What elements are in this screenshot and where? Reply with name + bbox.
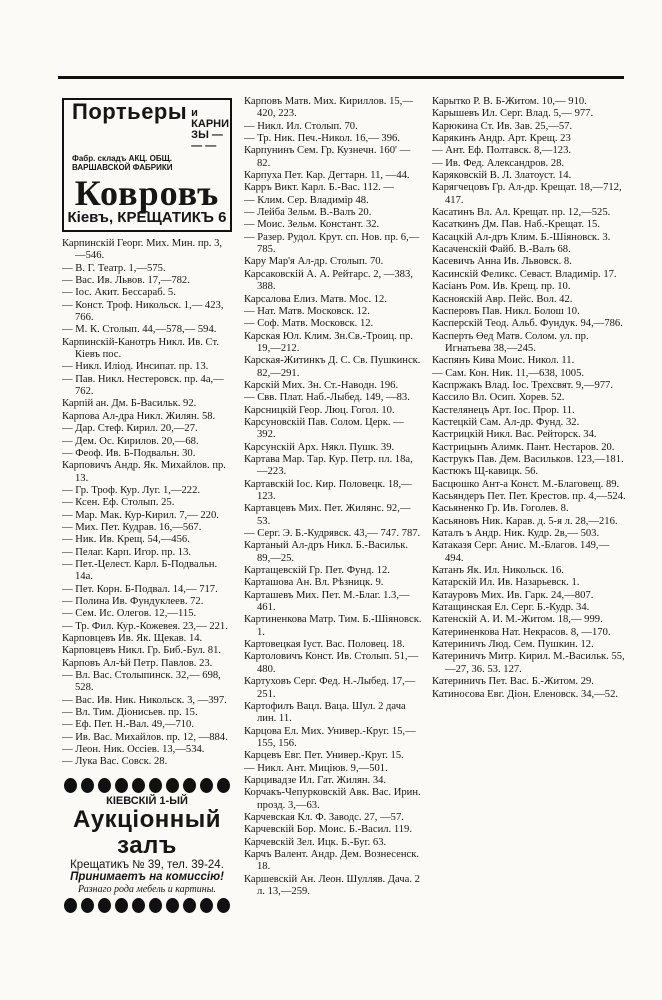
directory-entry: Басцюшко Ант-а Конст. М.-Благовещ. 89. (432, 478, 620, 490)
directory-entry: Карпова Ал-дра Никл. Жилян. 58. (62, 410, 216, 422)
directory-entry: Карташевъ Мих. Пет. М.-Благ. 1.3,—461. (244, 589, 410, 614)
directory-entry: — Пет.-Целест. Карл. Б-Подвальн. 14а. (62, 558, 218, 583)
directory-entry: Карюкина Ст. Ив. Зав. 25,—57. (432, 120, 573, 132)
dot-border-bottom (62, 896, 232, 914)
directory-entry: — Никл. Иліод. Инсипат. пр. 13. (62, 361, 209, 373)
directory-entry: Карсалова Елиз. Матв. Мос. 12. (244, 293, 387, 305)
directory-entry: Корчакъ-Чепурковскій Авк. Вас. Ирин. прозд. 3,—63. (244, 787, 421, 811)
directory-entry: Катарскій Ил. Ив. Назарьевск. 1. (432, 577, 580, 589)
directory-entry: — Тр. Ник. Печ.-Никол. 16,— 396. (244, 133, 400, 145)
directory-entry: Касаткинъ Дм. Пав. Наб.-Крещат. 15. (432, 219, 600, 231)
directory-entry: Каталъ ъ Андр. Ник. Кудр. 2в,— 503. (432, 528, 600, 540)
directory-entry: Карсунскій Арх. Някл. Пушк. 39. (244, 441, 395, 453)
directory-entry: Катенскій А. И. М.-Житом. 18,— 999. (432, 614, 603, 626)
directory-entry: — Ксен. Еф. Столып. 25. (62, 497, 175, 509)
directory-entry: Карчъ Валент. Андр. Дем. Вознесенск. 18. (244, 848, 420, 873)
directory-entry: Катащинская Ел. Серг. Б.-Кудр. 34. (432, 602, 590, 614)
directory-entry: Картаный Ал-дръ Никл. Б.-Васильк. 89,—25. (244, 540, 408, 564)
ad-auction-title: Аукціонный залъ (72, 806, 221, 860)
directory-entry: — Вл. Тим. Діонисьев. пр. 15. (62, 707, 198, 719)
directory-entry: Катауровъ Мих. Ив. Гарк. 24,—807. (432, 589, 594, 601)
directory-entry: — Леон. Ник. Оссіев. 13,—534. (62, 744, 205, 756)
directory-entry: — Нат. Матв. Московск. 12. (244, 305, 370, 317)
directory-entry: Картавскій Іос. Кир. Половецк. 18,—123. (244, 478, 412, 502)
directory-entry: Каряковскій В. Л. Златоуст. 14. (432, 170, 572, 182)
directory-entry: Касіанъ Ром. Ив. Крещ. пр. 10. (432, 281, 571, 293)
directory-entry: — Конст. Троф. Никольск. 1,— 423, 766. (62, 299, 224, 324)
directory-entry: Касьяненко Гр. Ив. Гоголев. 8. (432, 503, 569, 515)
directory-entry: — Тр. Фил. Кур.-Кожевея. 23,— 221. (62, 620, 228, 632)
directory-entry: — Ант. Еф. Полтавск. 8,—123. (432, 145, 572, 157)
directory-entry: — Клим. Сер. Владимір 48. (244, 194, 369, 206)
ad-carpets-fab-a: Фабр. складъ АКЦ. ОБЩ. (72, 154, 172, 163)
dot-border-top (62, 777, 232, 795)
ad-auction-goods: Разнаго рода мебель и картины. (78, 883, 216, 895)
directory-entry: Касевичъ Анна Ив. Львовск. 8. (432, 256, 572, 268)
directory-entry: Каршевскій Ан. Леон. Шулляв. Дача. 2 л. 13,—259. (244, 873, 420, 897)
directory-entry: Кастелянецъ Арт. Іос. Прор. 11. (432, 404, 575, 416)
directory-entry: — Пелаг. Карп. Игор. пр. 13. (62, 546, 192, 558)
ad-carpets-side-b: ЗЫ — — — (191, 129, 223, 152)
directory-entry: — Сем. Ис. Олегов. 12,—115. (62, 608, 197, 620)
directory-entry: Касинскій Феликс. Севаст. Владимір. 17. (432, 268, 617, 280)
directory-entry: — Пав. Никл. Нестеровск. пр. 4а,—762. (62, 373, 224, 398)
directory-entry: — Ив. Вас. Михайлов. пр. 12, —884. (62, 731, 228, 743)
directory-entry: — Никл. Ант. Миціюв. 9,—501. (244, 762, 388, 774)
directory-entry: Касьяндеръ Пет. Пет. Крестов. пр. 4,—524. (432, 491, 626, 502)
directory-entry: — Дар. Стеф. Кирил. 20,—27. (62, 423, 198, 435)
directory-entry: Картуховъ Серг. Фед. Н.-Лыбед. 17,—251. (244, 676, 416, 700)
directory-entry: Картоловичъ Конст. Ив. Столып. 51,—480. (244, 651, 419, 675)
directory-entry: Карская-Житинкъ Д. С. Св. Пушкинск. 82,—291. (244, 355, 421, 379)
directory-entry: — Ник. Ив. Крещ. 54,—456. (62, 534, 190, 546)
directory-entry: Катериненкова Нат. Некрасов. 8, —170. (432, 626, 611, 638)
directory-entry: Картащевскій Гр. Пет. Фунд. 12. (244, 565, 390, 577)
ad-carpets-line2: Ковровъ (74, 173, 220, 213)
directory-entry: — В. Г. Театр. 1,—575. (62, 262, 166, 274)
entries-col-2 (244, 96, 422, 898)
directory-entry: Карцевъ Евг. Пет. Универ.-Круг. 15. (244, 750, 404, 762)
directory-entry: — Лейба Зельм. В.-Валъ 20. (244, 207, 372, 219)
directory-entry: — Пет. Корн. Б-Подвал. 14,— 717. (62, 583, 218, 595)
ad-carpets (62, 98, 232, 232)
directory-entry: — Гр. Троф. Кур. Луг. 1,—222. (62, 484, 201, 496)
directory-entry: — Серг. Э. Б.-Кудрявск. 43,— 747. 787. (244, 528, 421, 540)
directory-entry: Картавцевъ Мих. Пет. Жилянс. 92,—53. (244, 503, 411, 527)
directory-entry: Касперскій Теод. Альб. Фундук. 94,—786. (432, 318, 623, 330)
directory-entry: Кастецкій Сам. Ал-др. Фунд. 32. (432, 416, 580, 428)
directory-entry: Карчевскій Бор. Моис. Б.-Васил. 119. (244, 824, 412, 836)
directory-entry: Карпій ан. Дм. Б-Васильк. 92. (62, 398, 197, 410)
directory-entry: Карякинъ Андр. Арт. Крещ. 23 (432, 133, 571, 145)
directory-entry: Катаказя Серг. Анис. М.-Благов. 149,—494. (432, 540, 610, 564)
directory-entry: Карцова Ел. Мих. Универ.-Круг. 15,—155, 156. (244, 725, 416, 749)
directory-entry: Кару Мар'я Ал-др. Столып. 70. (244, 256, 384, 268)
ad-carpets-side-a: и КАРНИ (191, 107, 230, 130)
ad-carpets-line1: Портьеры (72, 99, 188, 124)
directory-entry: Карскій Мих. Зн. Ст.-Наводн. 196. (244, 379, 399, 391)
directory-entry: — Феоф. Ив. Б-Подвальн. 30. (62, 447, 196, 459)
directory-entry: Карчевскій Зел. Ицк. Б.-Буг. 63. (244, 836, 387, 848)
directory-entry: Кастрицкій Никл. Вас. Рейторск. 34. (432, 429, 597, 441)
top-rule (58, 76, 624, 79)
directory-entry: — М. К. Столып. 44,—578,— 594. (62, 324, 217, 336)
directory-entry: Карчевская Кл. Ф. Заводс. 27, —57. (244, 811, 404, 823)
directory-entry: Карытко Р. В. Б-Житом. 10,— 910. (432, 96, 587, 107)
directory-entry: Карсаковскій А. А. Рейтарс. 2, —383, 388. (244, 268, 413, 293)
directory-entry: Касацкій Ал-дръ Клим. Б.-Шіяновск. 3. (432, 231, 611, 243)
directory-entry: Карташова Ан. Вл. Рѣзницк. 9. (244, 577, 384, 589)
directory-entry: — Еф. Пет. Н.-Вал. 49,—710. (62, 719, 195, 731)
directory-entry: — Соф. Матв. Московск. 12. (244, 318, 374, 330)
directory-entry: Карсуновскій Пав. Солом. Церк. —392. (244, 416, 404, 441)
directory-entry: Карпунинъ Сем. Гр. Кузнечн. 160' —82. (244, 145, 411, 169)
entries-col-3 (432, 96, 626, 701)
directory-entry: Карпинскій Георг. Мих. Мин. пр. 3,—546. (62, 238, 223, 262)
directory-entry: — Ив. Фед. Александров. 28. (432, 157, 565, 169)
ad-carpets-fab-b: ВАРШАВСКОЙ ФАБРИКИ (72, 163, 173, 172)
directory-entry: — Вас. Ив. Львов. 17,—782. (62, 275, 190, 287)
ad-auction-accept: Принимаетъ на комиссію! (70, 871, 224, 884)
directory-entry: Карповъ Ал-ѣй Петр. Павлов. 23. (62, 657, 213, 669)
directory-entry: Картофилъ Вацл. Ваца. Шул. 2 дача лин. 11. (244, 700, 406, 725)
directory-entry: — Сам. Кон. Ник. 11,—638, 1005. (432, 367, 585, 379)
directory-entry: Карпуха Пет. Кар. Дегтарн. 11, —44. (244, 170, 410, 182)
directory-entry: Карповичъ Андр. Як. Михайлов. пр. 13. (62, 460, 226, 484)
ad-auction-address: Крещатикъ № 39, тел. 39-24. (70, 859, 224, 872)
directory-entry: Касьяновъ Ник. Карав. д. 5-я л. 28,—216. (432, 515, 618, 527)
directory-entry: — Свв. Плат. Наб.-Лыбед. 149, —83. (244, 392, 410, 404)
directory-entry: Кассило Вл. Осип. Хорев. 52. (432, 392, 565, 404)
directory-entry: Кастюкъ Щ-кавицк. 56. (432, 466, 539, 478)
directory-entry: Касатинъ Вл. Ал. Крещат. пр. 12,—525. (432, 207, 611, 219)
directory-entry: Карпинскій-Канотръ Никл. Ив. Ст. Кіевъ пос. (62, 336, 219, 361)
directory-entry: Катериничъ Люд. Сем. Пушкин. 12. (432, 639, 594, 651)
directory-entry: — Вл. Вас. Столыпинск. 32,— 698, 528. (62, 670, 221, 694)
directory-entry: Карповцевъ Никл. Гр. Биб.-Бул. 81. (62, 645, 222, 657)
directory-entry: Картовецкая Іуст. Вас. Половец. 18. (244, 639, 405, 651)
directory-entry: — Мар. Мак. Кур-Кирил. 7,— 220. (62, 509, 219, 521)
directory-entry: Карцивадзе Ил. Гат. Жилян. 34. (244, 774, 387, 786)
directory-entry: — Моис. Зельм. Констант. 32. (244, 219, 380, 231)
directory-entry: Каснояскій Авр. Пейс. Вол. 42. (432, 293, 573, 305)
ad-auction (62, 777, 232, 914)
directory-entry: — Полина Ив. Фундуклеев. 72. (62, 595, 204, 607)
column-1 (62, 96, 232, 914)
directory-entry: Карповъ Матв. Мих. Кириллов. 15,—420, 223. (244, 96, 413, 120)
directory-entry: Катериничъ Пет. Вас. Б.-Житом. 29. (432, 676, 594, 688)
directory-entry: Кастрицынъ Алимк. Пант. Нестаров. 20. (432, 441, 615, 453)
directory-entry: Карсницкій Геор. Люц. Гогол. 10. (244, 404, 395, 416)
directory-entry: Каспянъ Кива Моис. Никол. 11. (432, 355, 575, 367)
directory-entry: Касперть Өед Матв. Солом. ул. пр. Игнатьева 38,—245. (432, 330, 589, 354)
directory-entry: Картава Мар. Тар. Кур. Петр. пл. 18а,—223. (244, 453, 413, 478)
directory-entry: Карская Юл. Клим. Зн.Св.-Троиц. пр. 19,—212. (244, 330, 413, 354)
directory-entry: — Мих. Пет. Кудрав. 16,—567. (62, 521, 202, 533)
directory-entry: — Лука Вас. Совск. 28. (62, 756, 168, 768)
entries-col-1 (62, 238, 232, 769)
directory-entry: Катиносова Евг. Діон. Еленовск. 34,—52. (432, 688, 619, 700)
directory-entry: — Разер. Рудол. Крут. сп. Нов. пр. 6,—785. (244, 231, 420, 256)
directory-entry: Картиненкова Матр. Тим. Б.-Шіяновск. 1. (244, 614, 422, 638)
directory-entry: Каструкъ Пав. Дем. Васильков. 123,—181. (432, 453, 624, 465)
directory-entry: — Іос. Акит. Бессараб. 5. (62, 287, 176, 299)
directory-entry: Катериничъ Митр. Кирил. М.-Васильк. 55,—27, 36. 53. 127. (432, 651, 625, 675)
directory-entry: Карръ Викт. Карл. Б.-Вас. 112. — (244, 182, 395, 194)
directory-entry: Каспржакъ Влад. Іос. Трехсвят. 9,—977. (432, 379, 613, 391)
directory-entry: Касаченскій Файб. В.-Валъ 68. (432, 244, 571, 256)
directory-entry: Катанъ Як. Ил. Никольск. 16. (432, 565, 564, 577)
ad-auction-header: КІЕВСКІЙ 1-ЫЙ (106, 794, 188, 807)
directory-entry: Карповцевъ Ив. Як. Щекав. 14. (62, 633, 203, 644)
directory-entry: Карягчецовъ Гр. Ал-др. Крещат. 18,—712, 417. (432, 182, 622, 206)
directory-entry: Карышевъ Ил. Серг. Влад. 5,— 977. (432, 108, 594, 120)
directory-entry: — Никл. Ил. Столып. 70. (244, 120, 358, 132)
directory-entry: Касперовъ Пав. Никл. Болош 10. (432, 305, 580, 317)
directory-entry: — Дем. Ос. Кирилов. 20,—68. (62, 435, 199, 447)
directory-entry: — Вас. Ив. Ник. Никольск. 3, —397. (62, 694, 227, 706)
ad-carpets-address: Кіевъ, КРЕЩАТИКЪ 6 (67, 209, 227, 226)
